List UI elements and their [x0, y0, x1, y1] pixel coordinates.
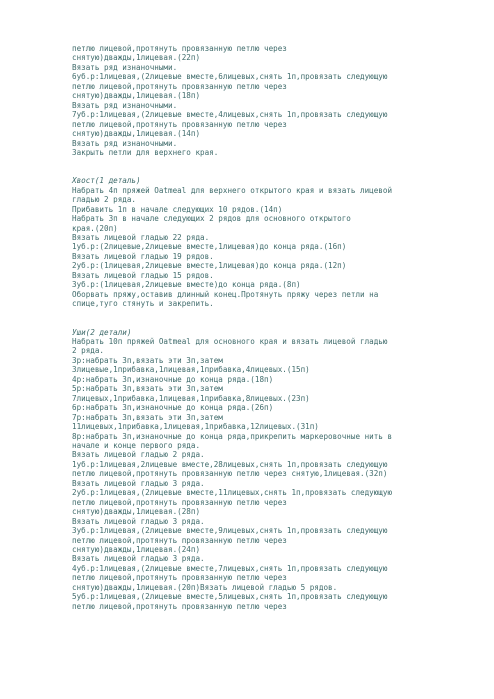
text-line: Набрать 3п в начале следующих 2 рядов для основного открытого: [72, 214, 351, 224]
text-line: 6уб.р:1лицевая,(2лицевые вместе,6лицевых,снять 1п,провязать следующую: [72, 72, 388, 82]
text-line: 7лицевых,1прибавка,1лицевая,1прибавка,8лицевых.(23п): [72, 393, 310, 403]
text-line: Закрыть петли для верхнего края.: [72, 147, 219, 157]
text-line: 5уб.р:1лицевая,(2лицевые вместе,5лицевых,снять 1п,провязать следующую: [72, 592, 388, 602]
text-line: 3лицевые,1прибавка,1лицевая,1прибавка,4лицевых.(15п): [72, 365, 310, 375]
text-line: 2 ряда.: [72, 346, 105, 356]
text-line: снятую)дважды,1лицевая.(28п): [72, 507, 201, 517]
text-line: петлю лицевой,протянуть провязанную петлю через: [72, 497, 287, 507]
text-line: петлю лицевой,протянуть провязанную петлю через: [72, 573, 287, 583]
text-line: Вязать ряд изнаночными.: [72, 62, 178, 72]
text-line: Вязать ряд изнаночными.: [72, 138, 178, 148]
spacer: [72, 318, 474, 327]
text-line: снятую)дважды,1лицевая.(22п): [72, 53, 201, 63]
text-line: снятую)дважды,1лицевая.(24п): [72, 544, 201, 554]
text-line: 4р:набрать 3п,изнаночные до конца ряда.(18п): [72, 374, 274, 384]
text-line: петлю лицевой,протянуть провязанную петлю через: [72, 535, 287, 545]
text-line: спице,туго стянуть и закрепить.: [72, 299, 214, 309]
spacer: [72, 157, 474, 166]
text-line: Вязать лицевой гладью 3 ряда.: [72, 554, 205, 564]
text-line: Вязать лицевой гладью 2 ряда.: [72, 450, 205, 460]
text-line: Прибавить 1п в начале следующих 10 рядов.(14п): [72, 204, 283, 214]
text-line: 6р:набрать 3п,изнаночные до конца ряда.(26п): [72, 403, 274, 413]
text-line: 7р:набрать 3п,вязать эти 3п,затем: [72, 412, 223, 422]
text-line: снятую)дважды,1лицевая.(20п)Вязать лицевой гладью 5 рядов.: [72, 582, 338, 592]
text-line: Вязать лицевой гладью 3 ряда.: [72, 516, 205, 526]
section-heading-tail: Хвост(1 деталь): [72, 176, 141, 186]
text-line: петлю лицевой,протянуть провязанную петлю через: [72, 601, 287, 611]
text-line: петлю лицевой,протянуть провязанную петлю через снятую,1лицевая.(32п): [72, 469, 388, 479]
text-line: 4уб.р:1лицевая,(2лицевые вместе,7лицевых,снять 1п,провязать следующую: [72, 563, 388, 573]
spacer: [72, 309, 474, 318]
text-line: 1уб.р:1лицевая,2лицевые вместе,28лицевых,снять 1п,провязать следующую: [72, 459, 388, 469]
text-line: 11лицевых,1прибавка,1лицевая,1прибавка,12лицевых.(31п): [72, 422, 319, 432]
text-line: петлю лицевой,протянуть провязанную петлю через: [72, 81, 287, 91]
text-line: 1уб.р:(2лицевые,2лицевые вместе,1лицевая)до конца ряда.(16п): [72, 242, 347, 252]
text-line: Вязать лицевой гладью 19 рядов.: [72, 251, 214, 261]
text-line: 2уб.р:(1лицевая,2лицевые вместе,1лицевая)до конца ряда.(12п): [72, 261, 347, 271]
text-line: петлю лицевой,протянуть провязанную петлю через: [72, 119, 287, 129]
text-line: 3р:набрать 3п,вязать эти 3п,затем: [72, 355, 223, 365]
text-line: Вязать лицевой гладью 15 рядов.: [72, 270, 214, 280]
section-ears: [72, 328, 474, 612]
section-tail: [72, 176, 474, 308]
text-line: начале и конце первого ряда.: [72, 440, 201, 450]
text-line: 3уб.р:(1лицевая,2лицевые вместе)до конца ряда.(8п): [72, 280, 301, 290]
text-line: Вязать лицевой гладью 22 ряда.: [72, 233, 210, 243]
text-line: снятую)дважды,1лицевая.(18п): [72, 91, 201, 101]
text-line: гладью 2 ряда.: [72, 195, 137, 205]
text-line: 8р:набрать 3п,изнаночные до конца ряда,прикрепить маркеровочные нить в: [72, 431, 393, 441]
text-line: 5р:набрать 3п,вязать эти 3п,затем: [72, 384, 223, 394]
section-body-end: [72, 44, 474, 157]
text-line: Вязать лицевой гладью 3 ряда.: [72, 478, 205, 488]
text-line: 7уб.р:1лицевая,(2лицевые вместе,4лицевых,снять 1п,провязать следующую: [72, 110, 388, 120]
text-line: снятую)дважды,1лицевая.(14п): [72, 129, 201, 139]
text-line: Вязать ряд изнаночными.: [72, 100, 178, 110]
text-line: края.(20п): [72, 223, 118, 233]
section-heading-ears: Уши(2 детали): [72, 327, 132, 337]
text-line: 2уб.р:1лицевая,(2лицевые вместе,11лицевых,снять 1п,провязать следующую: [72, 488, 393, 498]
text-line: 3уб.р:1лицевая,(2лицевые вместе,9лицевых,снять 1п,провязать следующую: [72, 526, 388, 536]
text-line: Набрать 10п пряжей Oatmeal для основного края и вязать лицевой гладью: [72, 336, 388, 346]
text-line: Оборвать пряжу,оставив длинный конец.Протянуть пряжу через петли на: [72, 289, 379, 299]
spacer: [72, 167, 474, 176]
text-line: Набрать 4п пряжей Oatmeal для верхнего открытого края и вязать лицевой: [72, 185, 393, 195]
text-line: петлю лицевой,протянуть провязанную петлю через: [72, 44, 287, 53]
